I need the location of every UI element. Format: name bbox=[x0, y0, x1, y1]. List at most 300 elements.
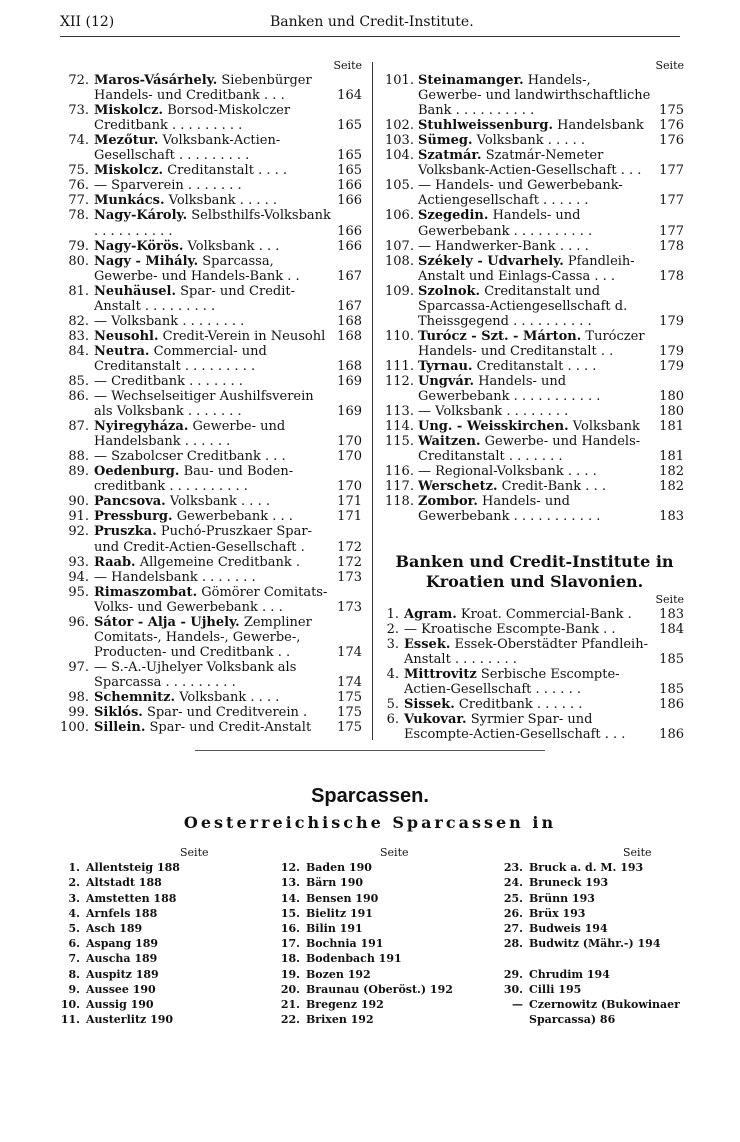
entry-description: Volksbank . . . bbox=[187, 238, 280, 254]
entry-text bbox=[418, 479, 606, 494]
list-item bbox=[270, 875, 470, 890]
list-item bbox=[270, 906, 470, 921]
list-item bbox=[40, 193, 362, 208]
entry-text bbox=[404, 622, 615, 637]
list-item bbox=[50, 921, 220, 936]
page-header bbox=[60, 14, 680, 36]
entry-text bbox=[94, 314, 244, 329]
entry-number: 4. bbox=[68, 906, 80, 920]
entry-body bbox=[418, 419, 654, 434]
entry-text: Brüx 193 bbox=[529, 906, 586, 920]
entry-page: 168 bbox=[337, 358, 362, 374]
entry-place: Maros-Vásárhely. bbox=[94, 73, 218, 89]
entry-text: Brünn 193 bbox=[529, 891, 595, 905]
entry-text: Bochnia 191 bbox=[306, 937, 384, 951]
entry-text: Bärn 190 bbox=[306, 876, 364, 890]
entry-text bbox=[418, 419, 640, 434]
list-item bbox=[385, 178, 684, 208]
entry-number: 100. bbox=[60, 720, 89, 736]
entry-text bbox=[404, 637, 648, 667]
entry-text bbox=[418, 178, 623, 208]
entry-description: Handelsbank bbox=[557, 118, 644, 134]
entry-number: 84. bbox=[68, 343, 89, 359]
entry-page: 179 bbox=[659, 313, 684, 329]
entry-number: 109. bbox=[385, 283, 414, 299]
entry-text: Sparcassa) 86 bbox=[529, 1013, 616, 1027]
entry-body bbox=[94, 494, 332, 509]
entry-place: Miskolcz. bbox=[94, 103, 164, 119]
entry-place: Nagy - Mihály. bbox=[94, 253, 199, 269]
list-item bbox=[40, 329, 362, 344]
entry-text bbox=[94, 615, 312, 660]
entry-description: Serbische Escompte-Actien-Gesellschaft . . . . . . bbox=[404, 667, 620, 698]
list-item bbox=[385, 239, 684, 254]
entry-number: 93. bbox=[68, 554, 89, 570]
entry-place: Rimaszombat. bbox=[94, 584, 198, 600]
entry-text bbox=[418, 239, 589, 254]
entry-text: Chrudim 194 bbox=[529, 967, 610, 981]
list-item bbox=[270, 997, 470, 1012]
list-item bbox=[40, 314, 362, 329]
entry-body bbox=[418, 148, 654, 178]
entry-number: 111. bbox=[385, 358, 414, 374]
entry-place: Nagy-Körös. bbox=[94, 238, 184, 254]
entry-description: — Regional-Volksbank . . . . bbox=[418, 464, 597, 480]
entry-page: 168 bbox=[337, 328, 362, 344]
entry-text: Bruneck 193 bbox=[529, 876, 609, 890]
entry-number: 118. bbox=[385, 494, 414, 510]
list-item bbox=[270, 891, 470, 906]
entry-text bbox=[418, 434, 640, 464]
entry-place: Szegedin. bbox=[418, 208, 489, 224]
entry-number: 26. bbox=[503, 906, 523, 920]
entry-text bbox=[94, 103, 290, 133]
entry-text bbox=[94, 419, 285, 449]
sparcassen-column-2 bbox=[270, 845, 470, 1027]
entry-page: 173 bbox=[337, 599, 362, 615]
entry-text bbox=[418, 494, 600, 524]
entry-number: 7. bbox=[68, 952, 80, 966]
entry-description: Volksbank . . . . . bbox=[476, 133, 585, 149]
entry-body bbox=[418, 329, 654, 359]
entry-page: 184 bbox=[659, 622, 684, 638]
croatia-list bbox=[385, 592, 684, 742]
entry-place: Steinamanger. bbox=[418, 73, 524, 89]
entry-number: 102. bbox=[385, 118, 414, 134]
page-number: XII (12) bbox=[60, 14, 115, 30]
entry-body bbox=[94, 344, 332, 374]
list-item bbox=[40, 133, 362, 163]
entry-number bbox=[493, 1012, 523, 1027]
entry-description: Creditanstalt und Sparcassa-Actiengesellschaft d. Theissgegend . . . . . . . . . . bbox=[418, 283, 628, 329]
seite-label: Seite bbox=[333, 59, 362, 72]
entry-body bbox=[404, 697, 654, 712]
list-item bbox=[385, 118, 684, 133]
entry-description: Selbsthilfs-Volksbank . . . . . . . . . . bbox=[94, 208, 331, 239]
entry-page: 166 bbox=[337, 193, 362, 209]
entry-number: 98. bbox=[68, 689, 89, 705]
entry-number: 2. bbox=[68, 876, 80, 890]
entry-text: Aspang 189 bbox=[86, 937, 159, 951]
entry-description: — Volksbank . . . . . . . . bbox=[418, 404, 569, 420]
entry-number: 112. bbox=[385, 373, 414, 389]
entry-description: Turóczer Handels- und Creditanstalt . . bbox=[418, 328, 645, 359]
list-item bbox=[40, 509, 362, 524]
entry-description: Borsod-Miskolczer Creditbank . . . . . . . . . bbox=[94, 103, 291, 134]
entry-page: 164 bbox=[337, 88, 362, 104]
sparcassen-column-1 bbox=[50, 845, 220, 1027]
list-item bbox=[40, 555, 362, 570]
croatia-section-title: Banken und Credit-Institute in Kroatien und Slavonien. bbox=[395, 552, 674, 591]
entry-place: Tyrnau. bbox=[418, 358, 473, 374]
entry-text: Arnfels 188 bbox=[86, 906, 158, 920]
entry-text bbox=[94, 464, 293, 494]
list-item bbox=[493, 921, 693, 936]
entry-number: 92. bbox=[68, 524, 89, 540]
entry-page: 174 bbox=[337, 644, 362, 660]
entry-description: — Creditbank . . . . . . . bbox=[94, 373, 243, 389]
entry-text bbox=[418, 284, 627, 329]
entry-number: 116. bbox=[385, 464, 414, 480]
entry-body bbox=[418, 118, 654, 133]
list-item bbox=[385, 667, 684, 697]
entry-description: — Handwerker-Bank . . . . bbox=[418, 238, 589, 254]
list-item bbox=[40, 585, 362, 615]
list-item bbox=[40, 163, 362, 178]
entry-page: 165 bbox=[337, 163, 362, 179]
entry-body bbox=[418, 133, 654, 148]
entry-number: 27. bbox=[503, 922, 523, 936]
list-item bbox=[50, 997, 220, 1012]
entry-place: Schemnitz. bbox=[94, 689, 176, 705]
entry-text bbox=[418, 374, 600, 404]
list-item bbox=[385, 254, 684, 284]
entry-text: Brixen 192 bbox=[306, 1013, 374, 1027]
list-item bbox=[40, 178, 362, 193]
entry-description: Volksbank bbox=[572, 419, 640, 435]
list-item bbox=[385, 697, 684, 712]
right-column bbox=[385, 58, 684, 524]
entry-description: — S.-A.-Ujhelyer Volksbank als Sparcassa . . . . . . . . . bbox=[94, 659, 297, 690]
entry-description: — Szabolcser Creditbank . . . bbox=[94, 449, 286, 465]
entry-page: 166 bbox=[337, 223, 362, 239]
entry-number: 29. bbox=[503, 967, 523, 981]
entry-place: Essek. bbox=[404, 637, 451, 653]
entry-page: 185 bbox=[659, 652, 684, 668]
list-item bbox=[385, 434, 684, 464]
entry-description: Creditanstalt . . . . bbox=[167, 163, 288, 179]
entry-description: Szatmár-Nemeter Volksbank-Actien-Gesellschaft . . . bbox=[418, 148, 642, 179]
entry-description: Creditanstalt . . . . bbox=[476, 358, 597, 374]
list-item bbox=[50, 891, 220, 906]
entry-description: Gewerbebank . . . bbox=[176, 509, 293, 525]
entry-text: Altstadt 188 bbox=[86, 876, 162, 890]
entry-number: 23. bbox=[503, 861, 523, 875]
entry-body bbox=[94, 660, 332, 690]
list-item bbox=[50, 982, 220, 997]
entry-text: Amstetten 188 bbox=[86, 891, 177, 905]
entry-page: 180 bbox=[659, 389, 684, 405]
list-item bbox=[493, 906, 693, 921]
entry-description: Sparcassa, Gewerbe- und Handels-Bank . . bbox=[94, 253, 300, 284]
entry-body bbox=[94, 720, 332, 735]
entry-text bbox=[94, 178, 242, 193]
entry-number: 14. bbox=[280, 891, 300, 905]
entry-text bbox=[94, 705, 307, 720]
entry-description: Handels- und Gewerbebank . . . . . . . . . . . bbox=[418, 494, 601, 525]
entry-body bbox=[404, 667, 654, 697]
entry-number: 76. bbox=[68, 178, 89, 194]
entry-text bbox=[94, 344, 267, 374]
list-item bbox=[50, 1012, 220, 1027]
entry-place: Ungvár. bbox=[418, 373, 475, 389]
entry-text bbox=[94, 239, 279, 254]
entry-place: Ung. - Weisskirchen. bbox=[418, 419, 569, 435]
entry-page: 180 bbox=[659, 404, 684, 420]
entry-place: Székely - Udvarhely. bbox=[418, 253, 564, 269]
entry-text bbox=[94, 555, 300, 570]
entry-body bbox=[418, 404, 654, 419]
entry-body bbox=[94, 389, 332, 419]
entry-text bbox=[94, 494, 270, 509]
entry-body bbox=[94, 133, 332, 163]
entry-body bbox=[94, 464, 332, 494]
entry-place: Zombor. bbox=[418, 494, 478, 510]
entry-number: 22. bbox=[280, 1013, 300, 1027]
entry-number: 104. bbox=[385, 148, 414, 164]
list-item bbox=[40, 374, 362, 389]
entry-number: 12. bbox=[280, 861, 300, 875]
entry-number: 106. bbox=[385, 208, 414, 224]
entry-body bbox=[94, 178, 332, 193]
list-item bbox=[50, 860, 220, 875]
entry-text bbox=[418, 208, 592, 238]
entry-text bbox=[94, 720, 311, 735]
list-item bbox=[270, 936, 470, 951]
entry-number: 8. bbox=[68, 967, 80, 981]
entry-number: 78. bbox=[68, 208, 89, 224]
entry-body bbox=[404, 637, 654, 667]
entry-number: 91. bbox=[68, 509, 89, 525]
entry-description: Handels- und Gewerbebank . . . . . . . . . . bbox=[418, 208, 593, 239]
entry-place: Oedenburg. bbox=[94, 464, 180, 480]
entry-description: Handels-, Gewerbe- und landwirthschaftliche Bank . . . . . . . . . . bbox=[418, 73, 651, 119]
list-item bbox=[493, 982, 693, 997]
list-item bbox=[50, 967, 220, 982]
entry-number: 114. bbox=[385, 419, 414, 435]
entry-description: Volksbank-Actien-Gesellschaft . . . . . . . . . bbox=[94, 133, 281, 164]
entry-description: Bau- und Boden-creditbank . . . . . . . . . . bbox=[94, 464, 294, 495]
entry-place: Turócz - Szt. - Márton. bbox=[418, 328, 582, 344]
list-item bbox=[385, 284, 684, 329]
entry-page: 167 bbox=[337, 298, 362, 314]
entry-number: 18. bbox=[280, 952, 300, 966]
entry-body bbox=[94, 524, 332, 554]
entry-page: 175 bbox=[337, 705, 362, 721]
entry-number: 89. bbox=[68, 464, 89, 480]
list-item bbox=[385, 622, 684, 637]
entry-description: Gömörer Comitats-Volks- und Gewerbebank . . . bbox=[94, 584, 328, 615]
entry-text: Bensen 190 bbox=[306, 891, 379, 905]
entry-place: Neuhäusel. bbox=[94, 283, 176, 299]
entry-body bbox=[418, 434, 654, 464]
list-item bbox=[50, 936, 220, 951]
entry-text: Bozen 192 bbox=[306, 967, 371, 981]
entry-body bbox=[94, 254, 332, 284]
seite-label: Seite bbox=[655, 593, 684, 606]
entry-page: 182 bbox=[659, 479, 684, 495]
entry-text bbox=[94, 254, 300, 284]
entry-number: 115. bbox=[385, 434, 414, 450]
entry-body bbox=[94, 329, 332, 344]
entry-text bbox=[418, 404, 568, 419]
entry-place: Sissek. bbox=[404, 697, 455, 713]
entry-number: 1. bbox=[386, 607, 399, 623]
entry-number: 21. bbox=[280, 998, 300, 1012]
entry-description: Credit-Bank . . . bbox=[501, 479, 606, 495]
entry-page: 186 bbox=[659, 727, 684, 743]
entry-text bbox=[404, 667, 620, 697]
entry-page: 169 bbox=[337, 373, 362, 389]
entry-number bbox=[493, 951, 523, 966]
entry-number: 6. bbox=[68, 937, 80, 951]
entry-body bbox=[94, 449, 332, 464]
sparcassen-subtitle: Oesterreichische Sparcassen in bbox=[183, 813, 557, 832]
list-item bbox=[50, 906, 220, 921]
entry-body bbox=[418, 239, 654, 254]
section-divider bbox=[195, 750, 545, 751]
entry-body bbox=[94, 163, 332, 178]
entry-body bbox=[418, 374, 654, 404]
entry-text: Cilli 195 bbox=[529, 982, 582, 996]
entry-page: 165 bbox=[337, 118, 362, 134]
entry-page: 175 bbox=[337, 689, 362, 705]
entry-page: 178 bbox=[659, 238, 684, 254]
entry-description: Commercial- und Creditanstalt . . . . . . . . . bbox=[94, 343, 267, 374]
entry-description: Syrmier Spar- und Escompte-Actien-Gesellschaft . . . bbox=[404, 712, 626, 743]
entry-body bbox=[94, 419, 332, 449]
entry-page: 185 bbox=[659, 682, 684, 698]
entry-text bbox=[94, 73, 312, 103]
entry-text bbox=[94, 690, 279, 705]
list-item bbox=[385, 419, 684, 434]
list-item bbox=[40, 208, 362, 238]
list-item bbox=[385, 374, 684, 404]
list-item bbox=[270, 860, 470, 875]
list-item bbox=[385, 73, 684, 118]
entry-description: — Wechselseitiger Aushilfsverein als Volksbank . . . . . . . bbox=[94, 389, 314, 420]
list-item bbox=[40, 419, 362, 449]
entry-body bbox=[94, 103, 332, 133]
entry-number: 73. bbox=[68, 103, 89, 119]
entry-page: 167 bbox=[337, 268, 362, 284]
entry-description: Gewerbe- und Handelsbank . . . . . . bbox=[94, 419, 286, 450]
seite-label: Seite bbox=[655, 59, 684, 72]
list-item bbox=[493, 951, 693, 966]
entry-number: — bbox=[512, 998, 523, 1012]
entry-description: Creditbank . . . . . . bbox=[458, 697, 583, 713]
entry-text: Bregenz 192 bbox=[306, 998, 384, 1012]
list-item bbox=[385, 464, 684, 479]
entry-number: 87. bbox=[68, 419, 89, 435]
entry-number: 117. bbox=[385, 479, 414, 495]
entry-number: 107. bbox=[385, 238, 414, 254]
entry-body bbox=[94, 239, 332, 254]
entry-text: Austerlitz 190 bbox=[86, 1013, 174, 1027]
entry-place: Nagy-Károly. bbox=[94, 208, 188, 224]
list-item bbox=[493, 875, 693, 890]
entry-place: Vukovar. bbox=[404, 712, 467, 728]
list-item bbox=[270, 967, 470, 982]
entry-text: Auspitz 189 bbox=[86, 967, 159, 981]
entry-number: 74. bbox=[68, 133, 89, 149]
list-item bbox=[40, 494, 362, 509]
entry-number: 77. bbox=[68, 193, 89, 209]
entry-page: 178 bbox=[659, 268, 684, 284]
entry-page: 183 bbox=[659, 607, 684, 623]
entry-body bbox=[94, 615, 332, 660]
entry-description: Essek-Oberstädter Pfandleih-Anstalt . . . . . . . . bbox=[404, 637, 648, 668]
entry-place: Werschetz. bbox=[418, 479, 498, 495]
entry-text bbox=[94, 660, 296, 690]
entry-number: 3. bbox=[68, 891, 80, 905]
entry-body bbox=[418, 464, 654, 479]
entry-number: 25. bbox=[503, 891, 523, 905]
entry-text bbox=[529, 951, 693, 966]
entry-page: 166 bbox=[337, 178, 362, 194]
list-item bbox=[270, 951, 470, 966]
entry-description: — Handelsbank . . . . . . . bbox=[94, 569, 256, 585]
list-item bbox=[40, 660, 362, 690]
entry-description: Volksbank . . . . . bbox=[168, 193, 277, 209]
sparcassen-column-3 bbox=[493, 845, 693, 1027]
list-item bbox=[40, 570, 362, 585]
entry-page: 170 bbox=[337, 479, 362, 495]
entry-description: Allgemeine Creditbank . bbox=[139, 554, 300, 570]
list-item bbox=[385, 208, 684, 238]
entry-text bbox=[418, 254, 635, 284]
entry-number: 17. bbox=[280, 937, 300, 951]
list-item bbox=[40, 524, 362, 554]
entry-number: 6. bbox=[386, 712, 399, 728]
entry-number: 95. bbox=[68, 584, 89, 600]
entry-number: 15. bbox=[280, 906, 300, 920]
list-item bbox=[385, 404, 684, 419]
column-divider bbox=[372, 62, 373, 740]
entry-description: — Volksbank . . . . . . . . bbox=[94, 313, 245, 329]
entry-text bbox=[404, 712, 625, 742]
entry-text: Aussee 190 bbox=[86, 982, 156, 996]
seite-label: Seite bbox=[180, 846, 209, 859]
entry-place: Sillein. bbox=[94, 720, 146, 736]
entry-body bbox=[418, 359, 654, 374]
list-item bbox=[385, 329, 684, 359]
entry-text: Bruck a. d. M. 193 bbox=[529, 861, 644, 875]
entry-number: 90. bbox=[68, 494, 89, 510]
entry-page: 179 bbox=[659, 358, 684, 374]
entry-body bbox=[94, 73, 332, 103]
entry-text: Budweis 194 bbox=[529, 922, 608, 936]
entry-number: 2. bbox=[386, 622, 399, 638]
entry-number: 113. bbox=[385, 404, 414, 420]
entry-page: 170 bbox=[337, 434, 362, 450]
list-item bbox=[40, 705, 362, 720]
entry-body bbox=[94, 208, 332, 238]
entry-place: Pressburg. bbox=[94, 509, 173, 525]
entry-text: Braunau (Oberöst.) 192 bbox=[306, 982, 453, 996]
entry-text bbox=[418, 329, 645, 359]
entry-text: Asch 189 bbox=[86, 922, 143, 936]
